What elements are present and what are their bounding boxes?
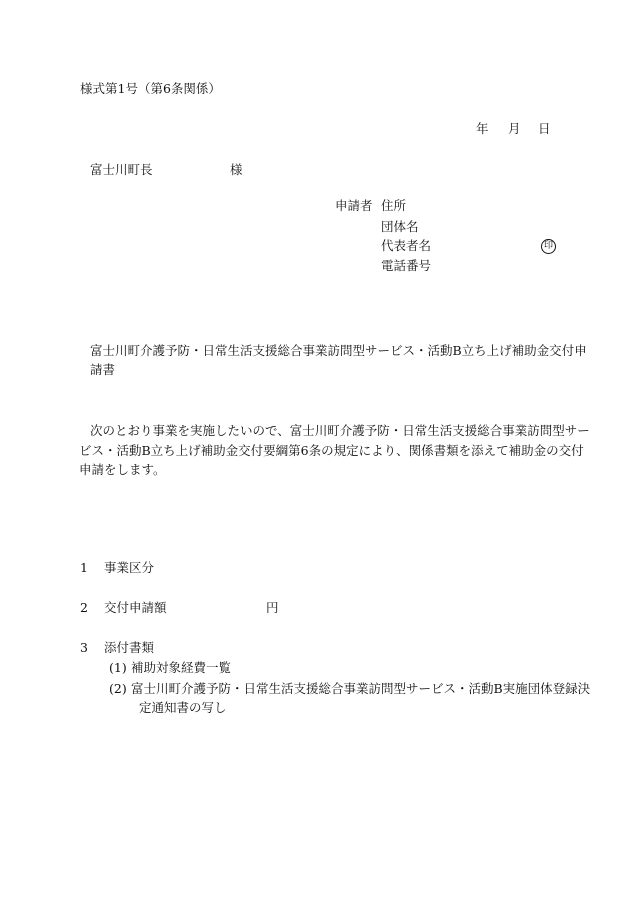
item3-sub2-number: (2)	[109, 681, 127, 696]
applicant-organization-label: 団体名	[381, 219, 419, 234]
date-line	[476, 123, 550, 136]
item3-sub2-line1: 富士川町介護予防・日常生活支援総合事業訪問型サービス・活動B実施団体登録決	[131, 681, 591, 696]
item3-sub2-line2: 定通知書の写し	[139, 700, 227, 715]
document-title-line1: 富士川町介護予防・日常生活支援総合事業訪問型サービス・活動B立ち上げ補助金交付申	[90, 343, 587, 358]
addressee-honorific: 様	[230, 162, 243, 177]
applicant-phone-label: 電話番号	[381, 258, 432, 273]
item3-label: 添付書類	[104, 640, 155, 655]
seal-mark	[541, 238, 556, 254]
addressee-name: 富士川町長	[90, 162, 153, 177]
body-text-line3: 申請をします。	[79, 462, 166, 477]
item1-number: 1	[80, 560, 88, 575]
applicant-label: 申請者	[335, 198, 373, 213]
document-title-line2: 請書	[90, 362, 116, 377]
item3-sub1-number: (1)	[109, 660, 127, 675]
item2-unit: 円	[266, 600, 279, 615]
item1-label: 事業区分	[104, 560, 155, 575]
form-number: 様式第1号（第6条関係）	[80, 81, 221, 96]
date-month: 月	[507, 121, 521, 136]
item3-sub1-label: 補助対象経費一覧	[131, 660, 232, 675]
seal-text: 印	[541, 239, 556, 254]
body-text-line2: ビス・活動B立ち上げ補助金交付要綱第6条の規定により、関係書類を添えて補助金の交付	[79, 443, 584, 458]
item2-number: 2	[80, 600, 88, 615]
item2-label: 交付申請額	[104, 600, 167, 615]
item3-number: 3	[80, 640, 88, 655]
applicant-address-label: 住所	[381, 198, 407, 213]
body-text-line1: 次のとおり事業を実施したいので、富士川町介護予防・日常生活支援総合事業訪問型サー	[90, 423, 590, 438]
date-year: 年	[476, 121, 489, 136]
date-day: 日	[537, 121, 551, 136]
applicant-representative-label: 代表者名	[381, 238, 432, 253]
